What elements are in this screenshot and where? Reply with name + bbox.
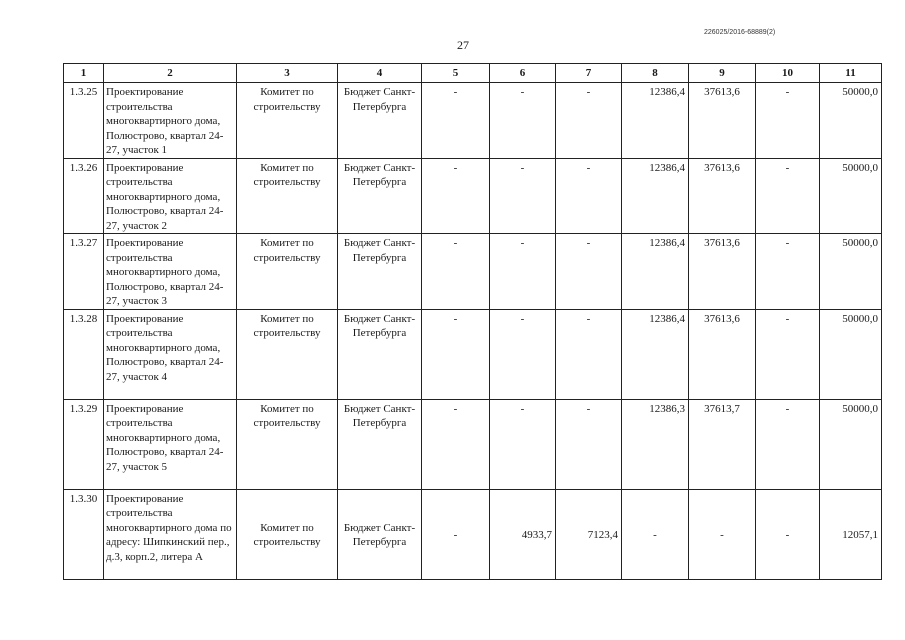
- executor: Комитет по строительству: [237, 83, 338, 159]
- funding-source: Бюджет Санкт-Петербурга: [338, 309, 422, 399]
- value-col8: -: [622, 489, 689, 579]
- value-col11: 50000,0: [820, 234, 882, 310]
- value-col9: 37613,6: [689, 309, 756, 399]
- row-number: 1.3.25: [64, 83, 104, 159]
- row-number: 1.3.28: [64, 309, 104, 399]
- header-row: [64, 64, 882, 83]
- value-col10: -: [756, 234, 820, 310]
- value-col9: 37613,6: [689, 83, 756, 159]
- executor: Комитет по строительству: [237, 309, 338, 399]
- value-col7: -: [556, 399, 622, 489]
- row-number: 1.3.26: [64, 158, 104, 234]
- column-header: 8: [622, 64, 689, 83]
- column-header: 2: [104, 64, 237, 83]
- column-header: 9: [689, 64, 756, 83]
- value-col8: 12386,4: [622, 309, 689, 399]
- value-col11: 50000,0: [820, 158, 882, 234]
- column-header: 4: [338, 64, 422, 83]
- value-col7: -: [556, 83, 622, 159]
- value-col5: -: [422, 158, 490, 234]
- column-header: 6: [490, 64, 556, 83]
- funding-source: Бюджет Санкт-Петербурга: [338, 489, 422, 579]
- column-header: 7: [556, 64, 622, 83]
- value-col6: -: [490, 309, 556, 399]
- object-name: Проектирование строительства многоквартирного дома по адресу: Шипкинский пер., д.3, корп.2, литера А: [104, 489, 237, 579]
- page-number: 27: [457, 38, 469, 52]
- value-col8: 12386,4: [622, 83, 689, 159]
- value-col8: 12386,3: [622, 399, 689, 489]
- value-col5: -: [422, 489, 490, 579]
- budget-table: [63, 63, 882, 580]
- value-col5: -: [422, 399, 490, 489]
- column-header: 5: [422, 64, 490, 83]
- funding-source: Бюджет Санкт-Петербурга: [338, 83, 422, 159]
- value-col6: 4933,7: [490, 489, 556, 579]
- row-number: 1.3.27: [64, 234, 104, 310]
- value-col7: 7123,4: [556, 489, 622, 579]
- column-header: 10: [756, 64, 820, 83]
- value-col11: 50000,0: [820, 399, 882, 489]
- object-name: Проектирование строительства многоквартирного дома, Полюстрово, квартал 24-27, участок 1: [104, 83, 237, 159]
- value-col6: -: [490, 234, 556, 310]
- value-col10: -: [756, 489, 820, 579]
- executor: Комитет по строительству: [237, 158, 338, 234]
- table-row: [64, 158, 882, 234]
- value-col8: 12386,4: [622, 234, 689, 310]
- value-col7: -: [556, 234, 622, 310]
- value-col9: 37613,7: [689, 399, 756, 489]
- executor: Комитет по строительству: [237, 234, 338, 310]
- value-col11: 12057,1: [820, 489, 882, 579]
- table-row: [64, 83, 882, 159]
- value-col5: -: [422, 234, 490, 310]
- funding-source: Бюджет Санкт-Петербурга: [338, 234, 422, 310]
- value-col9: -: [689, 489, 756, 579]
- column-header: 1: [64, 64, 104, 83]
- executor: Комитет по строительству: [237, 489, 338, 579]
- object-name: Проектирование строительства многоквартирного дома, Полюстрово, квартал 24-27, участок 5: [104, 399, 237, 489]
- value-col5: -: [422, 309, 490, 399]
- value-col11: 50000,0: [820, 83, 882, 159]
- row-number: 1.3.29: [64, 399, 104, 489]
- table-row: [64, 309, 882, 399]
- column-header: 3: [237, 64, 338, 83]
- funding-source: Бюджет Санкт-Петербурга: [338, 399, 422, 489]
- value-col10: -: [756, 83, 820, 159]
- value-col7: -: [556, 309, 622, 399]
- value-col8: 12386,4: [622, 158, 689, 234]
- object-name: Проектирование строительства многоквартирного дома, Полюстрово, квартал 24-27, участок 3: [104, 234, 237, 310]
- row-number: 1.3.30: [64, 489, 104, 579]
- value-col10: -: [756, 309, 820, 399]
- table-row: [64, 399, 882, 489]
- value-col11: 50000,0: [820, 309, 882, 399]
- funding-source: Бюджет Санкт-Петербурга: [338, 158, 422, 234]
- value-col5: -: [422, 83, 490, 159]
- executor: Комитет по строительству: [237, 399, 338, 489]
- object-name: Проектирование строительства многоквартирного дома, Полюстрово, квартал 24-27, участок 4: [104, 309, 237, 399]
- value-col10: -: [756, 399, 820, 489]
- value-col6: -: [490, 158, 556, 234]
- value-col9: 37613,6: [689, 158, 756, 234]
- value-col7: -: [556, 158, 622, 234]
- table-row: [64, 234, 882, 310]
- table-row: [64, 489, 882, 579]
- value-col10: -: [756, 158, 820, 234]
- value-col9: 37613,6: [689, 234, 756, 310]
- value-col6: -: [490, 83, 556, 159]
- document-id: 226025/2016-68889(2): [704, 29, 776, 36]
- value-col6: -: [490, 399, 556, 489]
- column-header: 11: [820, 64, 882, 83]
- object-name: Проектирование строительства многоквартирного дома, Полюстрово, квартал 24-27, участок 2: [104, 158, 237, 234]
